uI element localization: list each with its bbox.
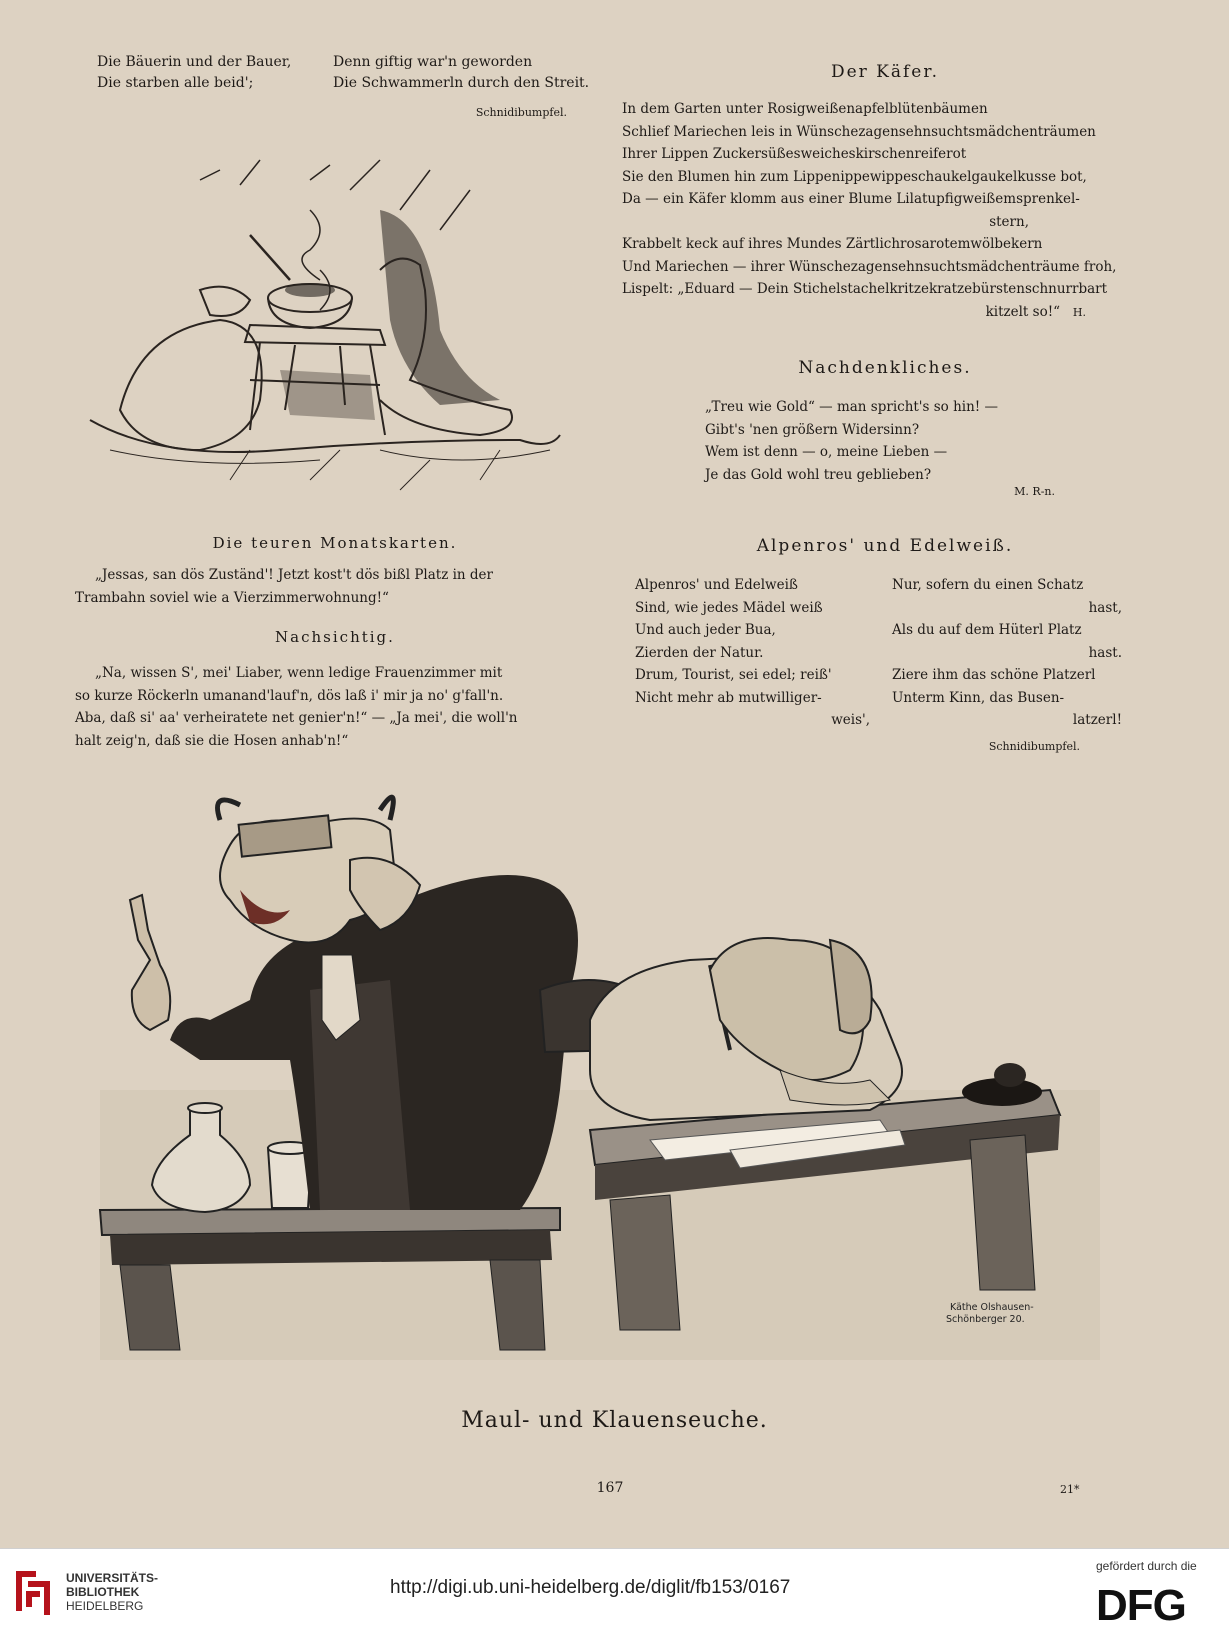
poem-line: weis', [831, 712, 870, 728]
alpenrose-signature: Schnidibumpfel. [988, 740, 1080, 753]
top-poem-signature: Schnidibumpfel. [475, 106, 567, 119]
poem-line: Ihrer Lippen Zuckersüßesweicheskirschenreiferot [622, 146, 967, 162]
poem-line: hast, [1088, 599, 1122, 616]
poem-line: Gibt's 'nen größern Widersinn? [705, 421, 920, 438]
poem-line: Nur, sofern du einen Schatz [892, 577, 1084, 593]
nachdenkliches-signature: M. R-n. [1014, 485, 1055, 498]
kaefer-poem [622, 98, 1134, 324]
text-line: halt zeig'n, daß sie die Hosen anhab'n!“ [75, 732, 349, 749]
alpenrose-title: Alpenros' und Edelweiß. [756, 536, 1014, 556]
monatskarten-title: Die teuren Monatskarten. [212, 534, 458, 552]
poem-line: Je das Gold wohl treu geblieben? [705, 466, 932, 483]
top-poem-right [333, 52, 593, 94]
monatskarten-text [75, 564, 595, 609]
poem-line: Unterm Kinn, das Busen- [892, 689, 1065, 706]
poem-line: „Treu wie Gold“ — man spricht's so hin! — [705, 399, 999, 415]
kaefer-signature: H. [1072, 305, 1086, 319]
dfg-logo[interactable]: DFG [1096, 1581, 1186, 1630]
poem-line: Ziere ihm das schöne Platzerl [892, 667, 1096, 683]
poem-line: Da — ein Käfer klomm aus einer Blume Lilatupfigweißemsprenkel- [622, 191, 1080, 207]
poem-line: Schlief Mariechen leis in Wünschezagensehnsuchtsmädchenträumen [622, 123, 1096, 140]
mushroom-sketch [80, 150, 590, 510]
nachdenkliches-title: Nachdenkliches. [798, 358, 972, 378]
kaefer-title: Der Käfer. [830, 62, 940, 82]
nachsichtig-title: Nachsichtig. [275, 628, 395, 646]
library-line: BIBLIOTHEK [66, 1585, 140, 1599]
university-library-logo-icon [10, 1567, 58, 1619]
illustration [90, 790, 1110, 1380]
poem-line: In dem Garten unter Rosigweißenapfelblütenbäumen [622, 101, 988, 117]
poem-line: Drum, Tourist, sei edel; reiß' [635, 667, 832, 683]
poem-line: Und auch jeder Bua, [635, 622, 776, 638]
poem-line: Lispelt: „Eduard — Dein Stichelstachelkritzekratzebürstenschnurrbart [622, 281, 1108, 297]
text-line: „Na, wissen S', mei' Liaber, wenn ledige Frauenzimmer mit [95, 665, 503, 681]
nachdenkliches-poem [705, 396, 1085, 486]
top-poem-left [97, 52, 327, 94]
sketch-lines [90, 160, 560, 490]
poem-line: hast. [1088, 644, 1122, 661]
page-number: 167 [596, 1480, 624, 1496]
poem-line: Sind, wie jedes Mädel weiß [635, 599, 823, 616]
library-line: HEIDELBERG [66, 1599, 144, 1613]
artist-signature-line2: Schönberger 20. [946, 1314, 1025, 1325]
poem-line: latzerl! [1072, 712, 1122, 728]
poem-line: Die Schwammerln durch den Streit. [333, 75, 590, 91]
text-line: Trambahn soviel wie a Vierzimmerwohnung!“ [75, 589, 389, 606]
poem-line-text: kitzelt so!“ [985, 303, 1061, 320]
poem-line: Nicht mehr ab mutwilliger- [635, 689, 822, 706]
alpenrose-right-column [892, 574, 1122, 732]
poem-line: Zierden der Natur. [635, 644, 764, 661]
sponsor-note: gefördert durch die [1096, 1559, 1197, 1573]
poem-line [622, 301, 1134, 325]
library-line: UNIVERSITÄTS- [66, 1571, 159, 1585]
poem-line: Alpenros' und Edelweiß [635, 577, 798, 593]
library-name[interactable] [66, 1571, 158, 1613]
poem-line: Wem ist denn — o, meine Lieben — [705, 444, 948, 460]
poem-line: Denn giftig war'n geworden [333, 54, 533, 70]
artist-signature-line1: Käthe Olshausen- [950, 1302, 1034, 1313]
sketch-shading [280, 210, 500, 420]
text-line: „Jessas, san dös Zuständ'! Jetzt kost't dös bißl Platz in der [95, 567, 493, 583]
sheet-mark: 21* [1060, 1483, 1080, 1496]
nachsichtig-text [75, 662, 595, 752]
poem-line: Die starben alle beid'; [97, 75, 254, 91]
text-line: so kurze Röckerln umanand'lauf'n, dös laß i' mir ja no' g'fall'n. [75, 687, 504, 704]
alpenrose-left-column [635, 574, 870, 732]
poem-line: Als du auf dem Hüterl Platz [892, 622, 1082, 638]
footer-bar [0, 1548, 1229, 1639]
illustration-caption: Maul- und Klauenseuche. [461, 1408, 768, 1433]
dog-man [590, 938, 902, 1120]
poem-line: Und Mariechen — ihrer Wünschezagensehnsuchtsmädchenträume froh, [622, 258, 1117, 275]
poem-line: Krabbelt keck auf ihres Mundes Zärtlichrosarotemwölbekern [622, 236, 1043, 252]
text-line: Aba, daß si' aa' verheiratete net genier'n!“ — „Ja mei', die woll'n [75, 710, 518, 726]
poem-line: stern, [989, 213, 1029, 230]
poem-line: Sie den Blumen hin zum Lippenippewippeschaukelgaukelkusse bot, [622, 168, 1087, 185]
permalink-url[interactable]: http://digi.ub.uni-heidelberg.de/diglit/fb153/0167 [390, 1577, 791, 1598]
poem-line: Die Bäuerin und der Bauer, [97, 54, 292, 70]
